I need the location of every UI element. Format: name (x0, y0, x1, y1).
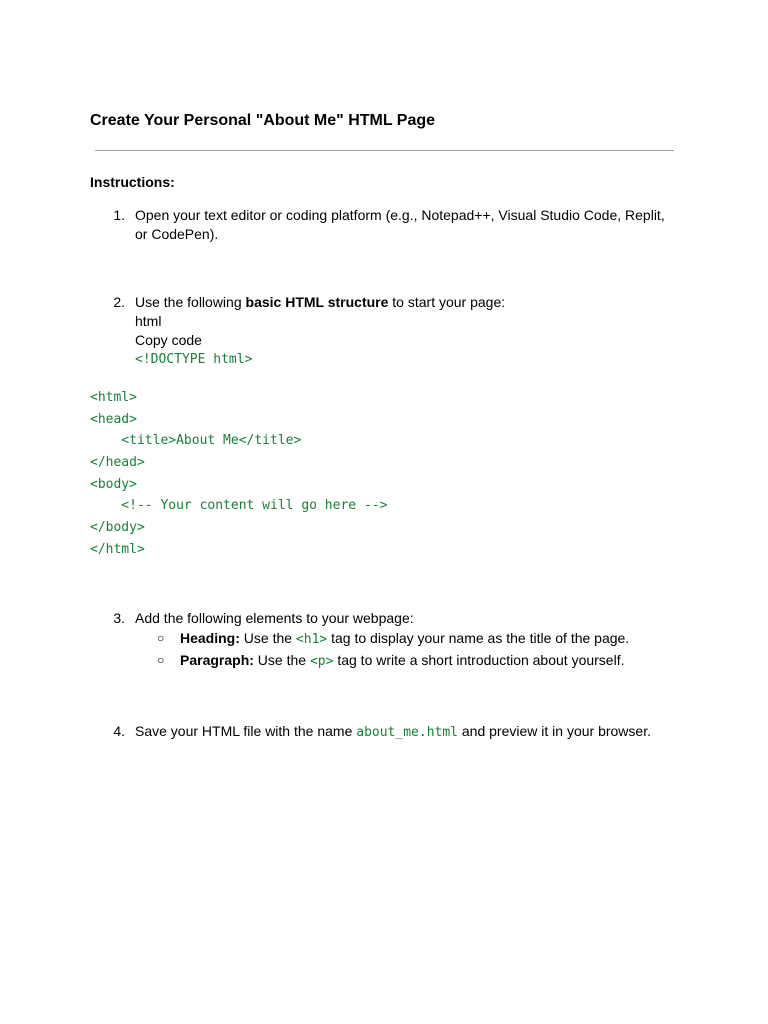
step-1-text: Open your text editor or coding platform (e.g., Notepad++, Visual Studio Code, Replit, or CodePen). (135, 207, 665, 242)
step-1-number: 1. (113, 207, 125, 223)
code-line: <body> (90, 476, 137, 492)
copy-code-label[interactable]: Copy code (135, 332, 202, 348)
step-2-number: 2. (113, 294, 125, 310)
code-line: <title>About Me</title> (90, 433, 302, 449)
bullet-text-after: tag to write a short introduction about yourself. (333, 652, 625, 668)
instructions-heading: Instructions: (90, 174, 175, 190)
step-2-text-after: to start your page: (388, 294, 506, 310)
doctype-code-line: <!DOCTYPE html> (135, 352, 253, 367)
filename-code: about_me.html (356, 725, 458, 740)
hollow-circle-bullet-icon: ○ (157, 653, 165, 667)
inline-code: <p> (309, 654, 334, 669)
code-language-label: html (135, 313, 162, 329)
bullet-heading (135, 629, 629, 651)
step-4-text (135, 722, 651, 742)
code-line: </body> (90, 520, 145, 536)
code-line: <html> (90, 390, 137, 405)
step-2-text (135, 293, 680, 312)
step-3-number: 3. (113, 610, 125, 626)
bullet-text-before: Use the (239, 630, 296, 646)
step-4-text-after: and preview it in your browser. (458, 723, 651, 739)
inline-code: <h1> (295, 632, 328, 647)
step-4-text-before: Save your HTML file with the name (135, 723, 357, 739)
horizontal-divider (95, 150, 674, 151)
code-line: <head> (90, 411, 137, 427)
page-title: Create Your Personal "About Me" HTML Page (90, 112, 436, 129)
bullet-label: Paragraph: (180, 652, 254, 668)
code-line: </head> (90, 455, 145, 471)
hollow-circle-bullet-icon: ○ (157, 631, 165, 645)
step-2-text-before: Use the following (135, 294, 246, 310)
bullet-paragraph (135, 651, 629, 673)
code-line: </html> (90, 541, 145, 557)
step-2-text-bold: basic HTML structure (245, 294, 389, 310)
step-4-number: 4. (113, 723, 125, 739)
html-code-block (90, 387, 387, 561)
bullet-text-after: tag to display your name as the title of the page. (327, 630, 630, 646)
step-3-bullet-list (135, 629, 629, 673)
bullet-label: Heading: (180, 630, 240, 646)
step-2-content (135, 293, 680, 369)
step-3-text: Add the following elements to your webpage: (135, 610, 414, 626)
code-line: <!-- Your content will go here --> (90, 498, 388, 514)
bullet-text-before: Use the (253, 652, 310, 668)
